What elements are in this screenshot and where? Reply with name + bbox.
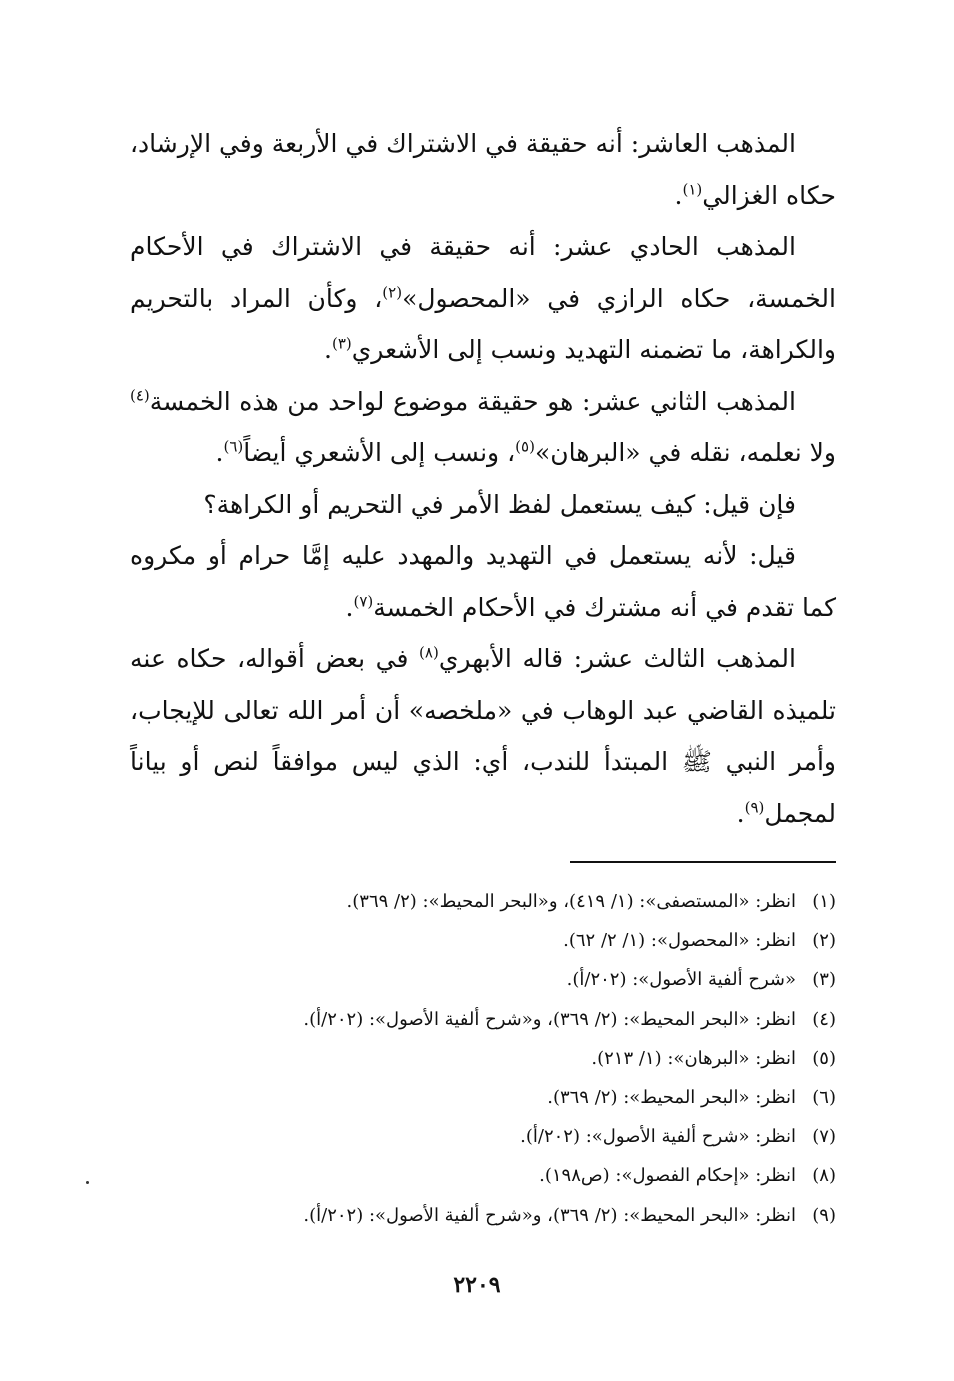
paragraph-text: المذهب الثاني عشر: هو حقيقة موضوع لواحد من هذه الخمسة [149,386,796,416]
footnote-item [130,960,836,999]
footnote-item [130,921,836,960]
paragraph-tail: . [736,798,745,828]
footnote-number: (٣) [812,969,836,991]
footnote-ref: (٨) [419,643,439,662]
page-number: ٢٢٠٩ [453,1272,501,1298]
paragraph-text: المذهب الثالث عشر: قاله الأبهري [438,644,796,673]
footnote-item [130,1196,836,1235]
footnote-number: (١) [812,891,836,912]
footnote-ref: (١) [682,180,703,199]
footnote-item [130,882,836,921]
paragraph-madhhab-13 [130,633,836,839]
paragraph-text: المذهب الحادي عشر: أنه حقيقة في الاشتراك في الأحكام الخمسة، حكاه الرازي في «المحصول» [130,232,836,313]
paragraph-tail: في بعض أقواله، حكاه عنه تلميذه القاضي عبد الوهاب في «ملخصه» أن أمر الله تعالى للإيجاب، وأمر النبي ﷺ المبتدأ للندب، أي: الذي ليس موافقاً لنص أو بياناً لمجمل [130,644,836,828]
footnote-separator [570,861,836,863]
footnote-number: (٧) [812,1126,836,1148]
footnote-item [130,1156,836,1195]
footnote-ref: (٤) [130,386,150,405]
paragraph-text: قيل: لأنه يستعمل في التهديد والمهدد عليه إمَّا حرام أو مكروه كما تقدم في أنه مشترك في الأحكام الخمسة [130,541,836,622]
footnote-ref: (٣) [331,334,352,353]
footnotes-list [130,882,836,1235]
paragraph-madhhab-12 [130,376,836,479]
footnote-text: انظر: «البحر المحيط»: (٢/ ٣٦٩)، و«شرح ألفية الأصول»: (٢٠٢/أ). [303,1204,796,1226]
paragraph-tail: ولا نعلمه، نقله في «البرهان» [534,438,836,467]
paragraph-tail: . [324,335,332,364]
footnote-ref: (٥) [515,437,535,456]
footnote-ref: (٧) [353,592,374,611]
footnote-text: انظر: «شرح ألفية الأصول»: (٢٠٢/أ). [520,1126,796,1148]
paragraph-tail: . [215,438,224,467]
footnote-text: انظر: «إحكام الفصول»: (ص١٩٨). [539,1165,796,1187]
footnote-number: (٨) [812,1165,836,1187]
paragraph-answer [130,530,836,633]
footnote-item [130,1117,836,1156]
paragraph-tail: . [345,592,354,622]
paragraph-tail: ، ونسب إلى الأشعري أيضاً [243,438,516,467]
footnote-number: (٥) [812,1047,836,1069]
footnote-ref: (٦) [223,437,244,456]
main-text [130,118,836,839]
footnote-text: انظر: «المستصفى»: (١/ ٤١٩)، و«البحر المحيط»: (٢/ ٣٦٩). [346,891,796,912]
footnote-ref: (٩) [744,798,765,817]
paragraph-question [130,479,836,531]
scan-speck [86,1181,89,1184]
footnote-ref: (٢) [382,283,403,302]
footnote-number: (٢) [812,930,836,952]
footnote-text: انظر: «البرهان»: (١/ ٢١٣). [591,1047,796,1069]
paragraph-tail: ، وكأن المراد بالتحريم والكراهة، ما تضمنه التهديد ونسب إلى الأشعري [130,283,836,364]
footnote-number: (٦) [812,1087,836,1109]
paragraph-madhhab-10 [130,118,836,221]
footnote-text: انظر: «البحر المحيط»: (٢/ ٣٦٩). [547,1087,796,1109]
footnote-text: «شرح ألفية الأصول»: (٢٠٢/أ). [566,969,796,991]
footnote-text: انظر: «البحر المحيط»: (٢/ ٣٦٩)، و«شرح ألفية الأصول»: (٢٠٢/أ). [303,1008,796,1030]
footnote-number: (٤) [812,1008,836,1030]
footnote-item [130,1000,836,1039]
footnote-text: انظر: «المحصول»: (١/ ٢/ ٦٢). [563,930,796,952]
paragraph-text: المذهب العاشر: أنه حقيقة في الاشتراك في الأربعة وفي الإرشاد، حكاه الغزالي [129,129,836,210]
footnote-number: (٩) [812,1204,836,1226]
paragraph-text: فإن قيل: كيف يستعمل لفظ الأمر في التحريم أو الكراهة؟ [203,489,796,519]
paragraph-tail: . [674,180,683,210]
footnote-item [130,1039,836,1078]
paragraph-madhhab-11 [130,221,836,376]
footnote-item [130,1078,836,1117]
